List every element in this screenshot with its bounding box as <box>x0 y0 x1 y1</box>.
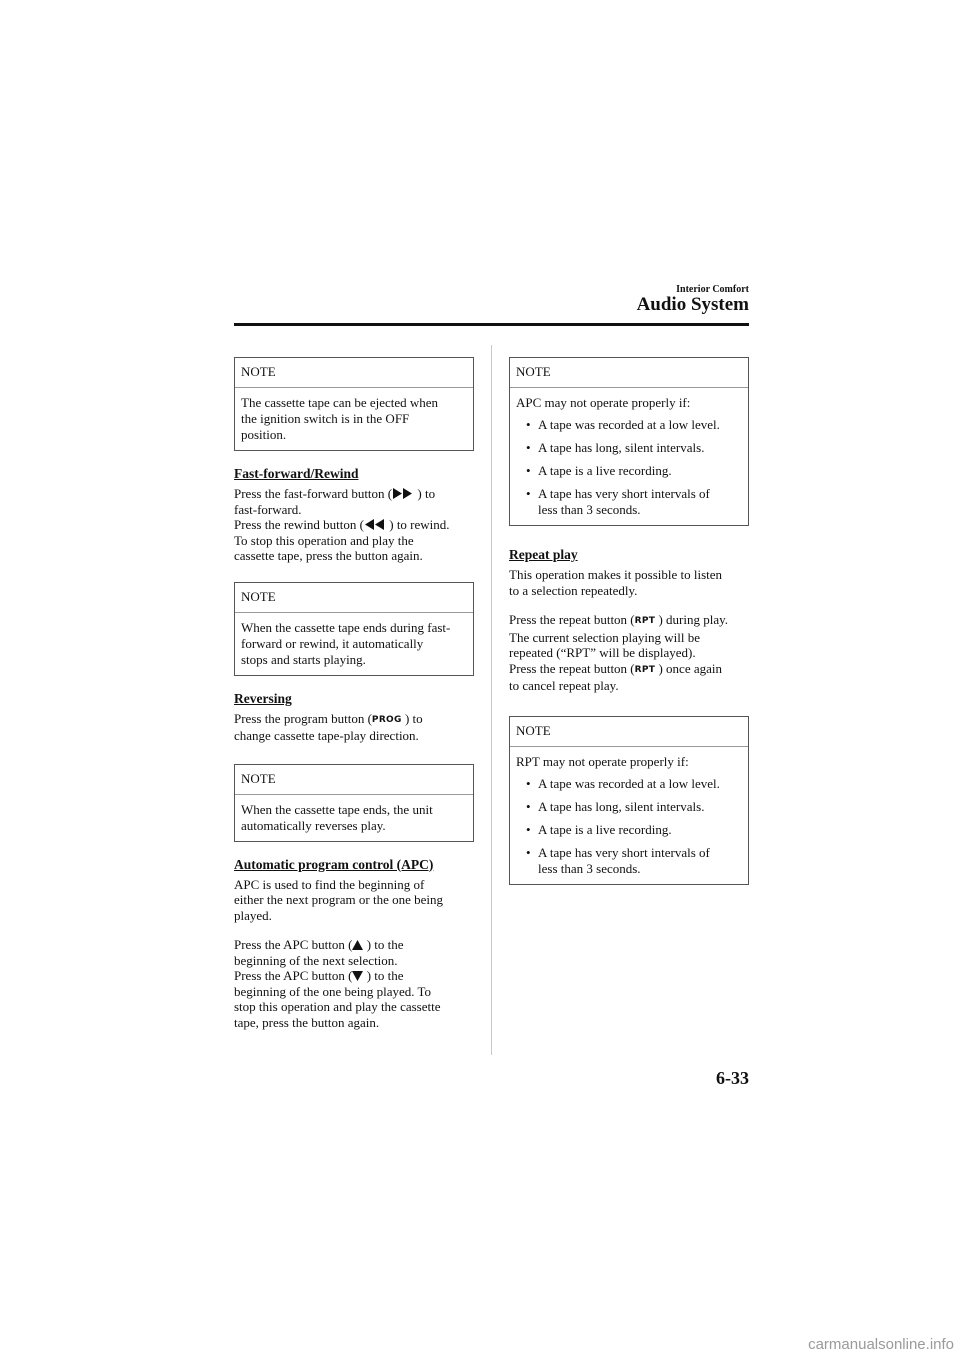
text-line: to cancel repeat play. <box>509 678 619 693</box>
paragraph-apc-buttons <box>234 937 474 1030</box>
note-label: NOTE <box>235 765 473 795</box>
note-bullet-list <box>516 417 742 518</box>
text-line: Press the APC button ( ) to the <box>234 968 404 983</box>
note-box-apc-conditions <box>509 357 749 526</box>
note-body <box>510 388 748 525</box>
heading-repeat-play: Repeat play <box>509 547 578 562</box>
page-number: 6-33 <box>716 1068 749 1088</box>
list-item: • A tape was recorded at a low level. <box>526 775 720 791</box>
heading-apc: Automatic program control (APC) <box>234 856 434 872</box>
note-body <box>235 388 473 450</box>
list-item: • A tape is a live recording. <box>526 821 672 837</box>
note-body <box>235 795 473 841</box>
header-title: Audio System <box>636 294 749 315</box>
rewind-icon <box>364 519 386 530</box>
note-intro: RPT may not operate properly if: <box>516 753 689 769</box>
text-line: Press the APC button ( ) to the <box>234 937 404 952</box>
list-item: • A tape has very short intervals of less than 3 seconds. <box>526 844 710 876</box>
text-line: stop this operation and play the cassette <box>234 999 441 1014</box>
note-label: NOTE <box>510 358 748 388</box>
note-body <box>510 747 748 884</box>
text-line: either the next program or the one being <box>234 892 444 907</box>
note-line: forward or rewind, it automatically <box>241 635 424 651</box>
left-column <box>234 357 474 1044</box>
heading-fast-forward-rewind: Fast-forward/Rewind <box>234 466 359 481</box>
note-line: When the cassette tape ends, the unit <box>241 801 433 817</box>
text-line: The current selection playing will be <box>509 629 700 645</box>
note-bullet-list <box>516 776 742 877</box>
text-line: played. <box>234 907 272 923</box>
text-line: Press the rewind button ( ) to rewind. <box>234 517 450 532</box>
note-line: The cassette tape can be ejected when <box>241 395 439 410</box>
text-line: This operation makes it possible to listen <box>509 567 723 582</box>
text-line: Press the program button (PROG ) to <box>234 711 474 729</box>
note-box-auto-reverse <box>234 764 474 842</box>
paragraph-fast-forward-rewind <box>234 486 474 564</box>
note-line: the ignition switch is in the OFF <box>241 411 410 426</box>
note-body <box>235 613 473 675</box>
header-rule <box>234 323 749 326</box>
rpt-button-icon: RPT <box>634 616 656 626</box>
text-line: APC is used to find the beginning of <box>234 876 425 892</box>
paragraph-apc-intro <box>234 877 474 924</box>
header-section-label: Interior Comfort <box>676 284 749 295</box>
text-line: Press the repeat button (RPT ) once again <box>509 661 749 679</box>
text-line: beginning of the next selection. <box>234 952 398 968</box>
text-line: beginning of the one being played. To <box>234 983 432 999</box>
text-line: Press the fast-forward button ( ) to <box>234 486 436 501</box>
text-line: repeated (“RPT” will be displayed). <box>509 645 696 660</box>
paragraph-reversing <box>234 711 474 744</box>
note-label: NOTE <box>235 358 473 388</box>
note-line: When the cassette tape ends during fast- <box>241 619 451 635</box>
text-line: tape, press the button again. <box>234 1014 380 1030</box>
watermark: carmanualsonline.info <box>808 1336 954 1353</box>
paragraph-repeat-intro <box>509 567 749 598</box>
list-item: • A tape is a live recording. <box>526 463 672 478</box>
note-line: stops and starts playing. <box>241 651 366 667</box>
list-item: • A tape has very short intervals of less than 3 seconds. <box>526 486 710 517</box>
note-label: NOTE <box>510 717 748 747</box>
right-column <box>509 357 749 899</box>
column-divider <box>491 345 492 1055</box>
note-box-rpt-conditions <box>509 716 749 885</box>
text-line: fast-forward. <box>234 501 302 517</box>
note-intro: APC may not operate properly if: <box>516 395 691 410</box>
fast-forward-icon <box>392 488 414 499</box>
note-line: position. <box>241 427 287 442</box>
note-line: automatically reverses play. <box>241 817 386 833</box>
triangle-up-icon <box>352 940 363 950</box>
note-box-tape-end-ff <box>234 582 474 676</box>
list-item: • A tape was recorded at a low level. <box>526 417 720 432</box>
rpt-button-icon: RPT <box>634 664 656 675</box>
heading-reversing: Reversing <box>234 690 292 706</box>
text-line: cassette tape, press the button again. <box>234 548 423 563</box>
text-line: change cassette tape-play direction. <box>234 728 419 743</box>
text-line: Press the repeat button (RPT ) during play. <box>509 612 749 630</box>
text-line: To stop this operation and play the <box>234 532 414 548</box>
note-box-eject <box>234 357 474 451</box>
list-item: • A tape has long, silent intervals. <box>526 798 705 814</box>
text-line: to a selection repeatedly. <box>509 582 638 598</box>
paragraph-repeat-buttons <box>509 612 749 694</box>
note-label: NOTE <box>235 583 473 613</box>
triangle-down-icon <box>352 971 363 981</box>
list-item: • A tape has long, silent intervals. <box>526 440 705 455</box>
prog-button-icon: PROG <box>371 714 402 725</box>
